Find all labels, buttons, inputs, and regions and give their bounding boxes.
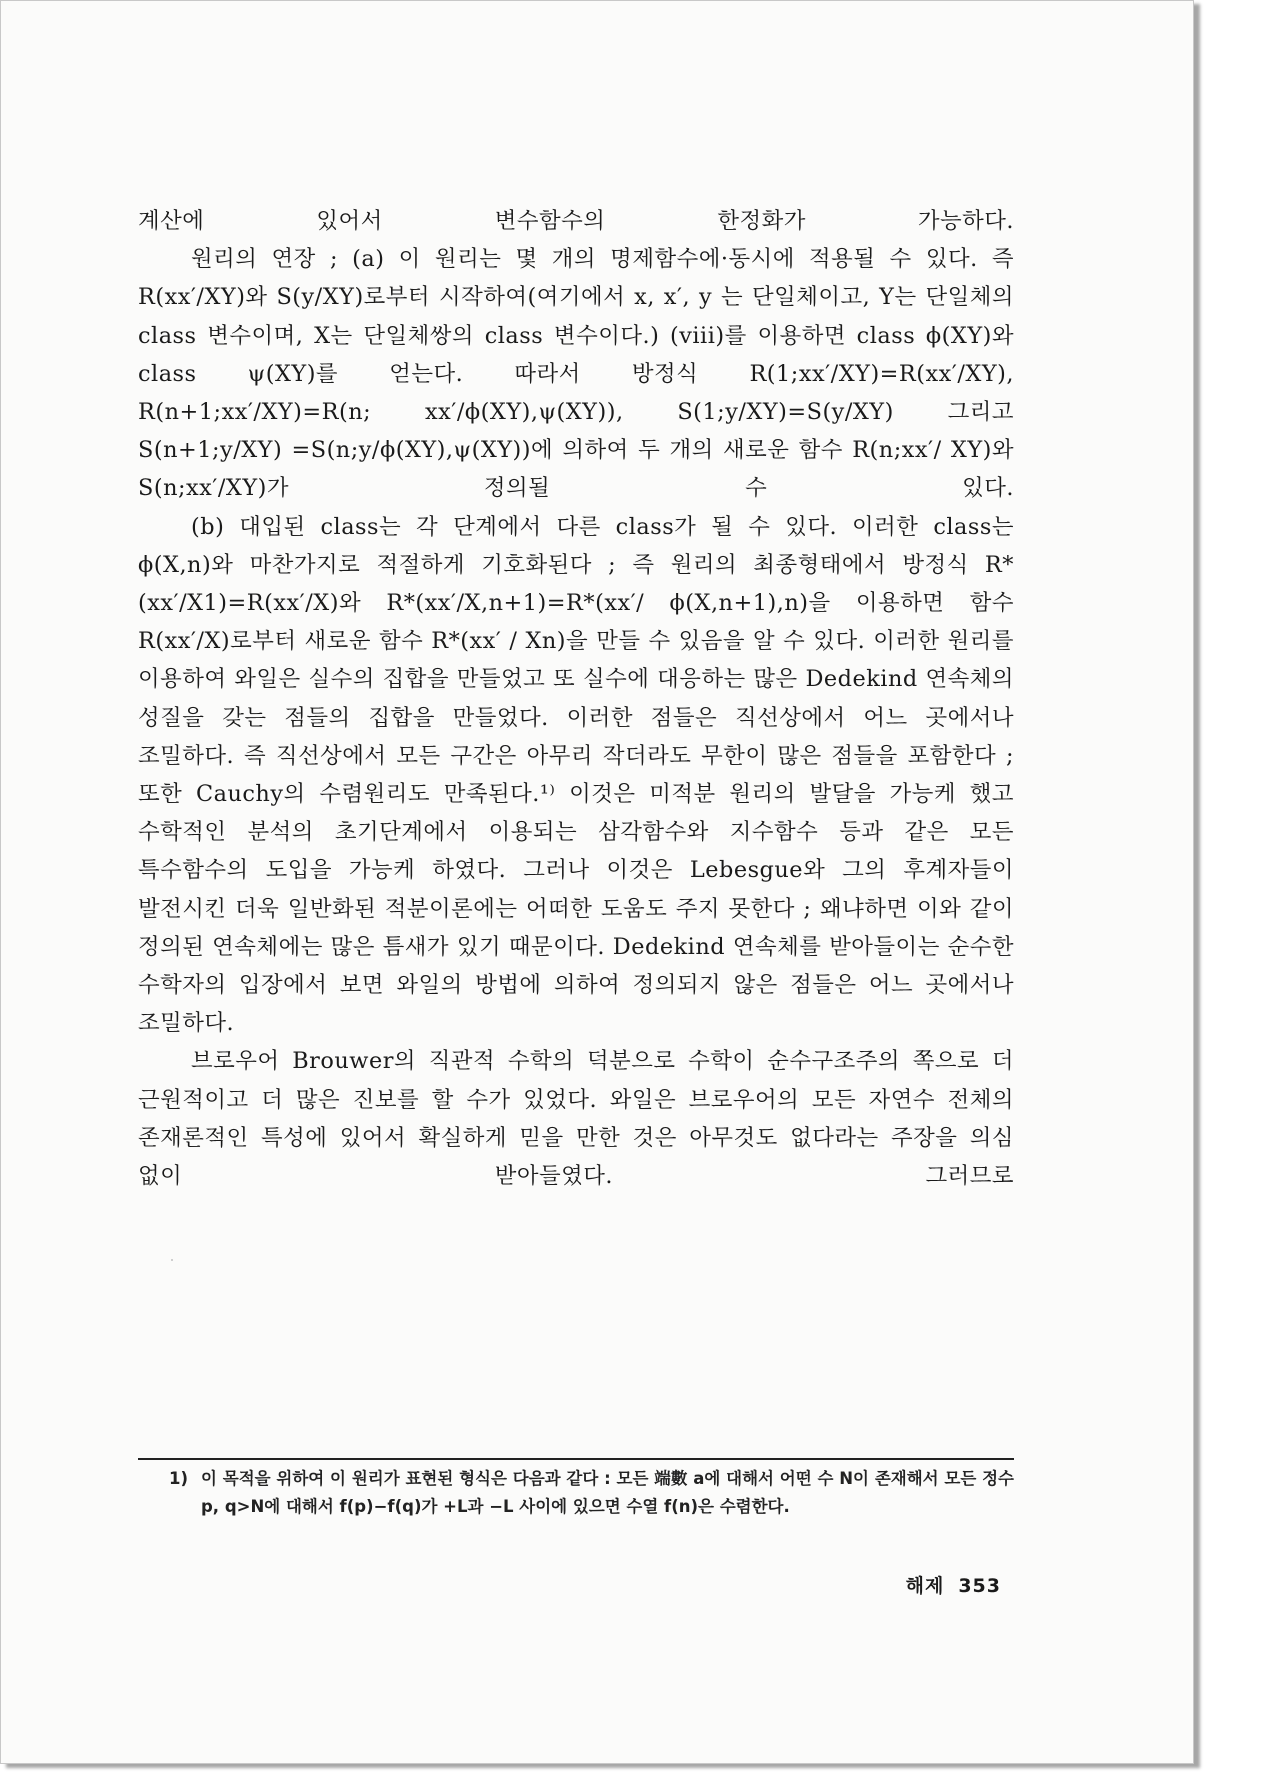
footnote-number: 1) — [169, 1469, 189, 1488]
page-number: 353 — [958, 1575, 1001, 1597]
body-text — [138, 202, 1014, 1195]
paragraph-continuation: 계산에 있어서 변수함수의 한정화가 가능하다. — [138, 208, 1014, 234]
paragraph-brouwer: 브로우어 Brouwer의 직관적 수학의 덕분으로 수학이 순수구조주의 쪽으로 더 근원적이고 더 많은 진보를 할 수가 있었다. 와일은 브로우어의 모든 자연수 전체의 존재론적인 특성에 있어서 확실하게 믿을 만한 것은 아무것도 없다라는 주장을 의심 없이 받아들였다. 그러므로 — [138, 1048, 1014, 1190]
paragraph-principle-extension-a: 원리의 연장 ; (a) 이 원리는 몇 개의 명제함수에·동시에 적용될 수 있다. 즉 R(xx′/XY)와 S(y/XY)로부터 시작하여(여기에서 x, x′, y 는 단일체이고, Y는 단일체의 class 변수이며, X는 단일체쌍의 class 변수이다.) (viii)를 이용하면 class ϕ(XY)와 class ψ(XY)를 얻는다. 따라서 방정식 R(1;xx′/XY)=R(xx′/XY), R(n+1;xx′/XY)=R(n; xx′/ϕ(XY),ψ(XY)), S(1;y/XY)=S(y/XY) 그리고 S(n+1;y/XY) =S(n;y/ϕ(XY),ψ(XY))에 의하여 두 개의 새로운 함수 R(n;xx′/ XY)와 S(n;xx′/XY)가 정의될 수 있다. — [138, 246, 1014, 502]
scan-speck — [171, 1259, 173, 1261]
footnote-divider — [138, 1458, 1014, 1460]
paragraph-principle-extension-b: (b) 대입된 class는 각 단계에서 다른 class가 될 수 있다. 이러한 class는 ϕ(X,n)와 마찬가지로 적절하게 기호화된다 ; 즉 원리의 최종형태에서 방정식 R*(xx′/X1)=R(xx′/X)와 R*(xx′/X,n+1)=R*(xx′/ ϕ(X,n+1),n)을 이용하면 함수 R(xx′/X)로부터 새로운 함수 R*(xx′ / Xn)을 만들 수 있음을 알 수 있다. 이러한 원리를 이용하여 와일은 실수의 집합을 만들었고 또 실수에 대응하는 많은 Dedekind 연속체의 성질을 갖는 점들의 집합을 만들었다. 이러한 점들은 직선상에서 어느 곳에서나 조밀하다. 즉 직선상에서 모든 구간은 아무리 작더라도 무한이 많은 점들을 포함한다 ; 또한 Cauchy의 수렴원리도 만족된다.¹⁾ 이것은 미적분 원리의 발달을 가능케 했고 수학적인 분석의 초기단계에서 이용되는 삼각함수와 지수함수 등과 같은 모든 특수함수의 도입을 가능케 하였다. 그러나 이것은 Lebesgue와 그의 후계자들이 발전시킨 더욱 일반화된 적분이론에는 어떠한 도움도 주지 못한다 ; 왜냐하면 이와 같이 정의된 연속체에는 많은 틈새가 있기 때문이다. Dedekind 연속체를 받아들이는 순수한 수학자의 입장에서 보면 와일의 방법에 의하여 정의되지 않은 점들은 어느 곳에서나 조밀하다. — [138, 513, 1014, 1037]
footnote-text: 이 목적을 위하여 이 원리가 표현된 형식은 다음과 같다 : 모든 端數 a에 대해서 어떤 수 N이 존재해서 모든 정수 p, q>N에 대해서 f(p)−f(q)가 +L과 −L 사이에 있으면 수열 f(n)은 수렴한다. — [201, 1469, 1014, 1516]
section-name: 해제 — [905, 1575, 945, 1597]
running-foot — [881, 1571, 1001, 1598]
